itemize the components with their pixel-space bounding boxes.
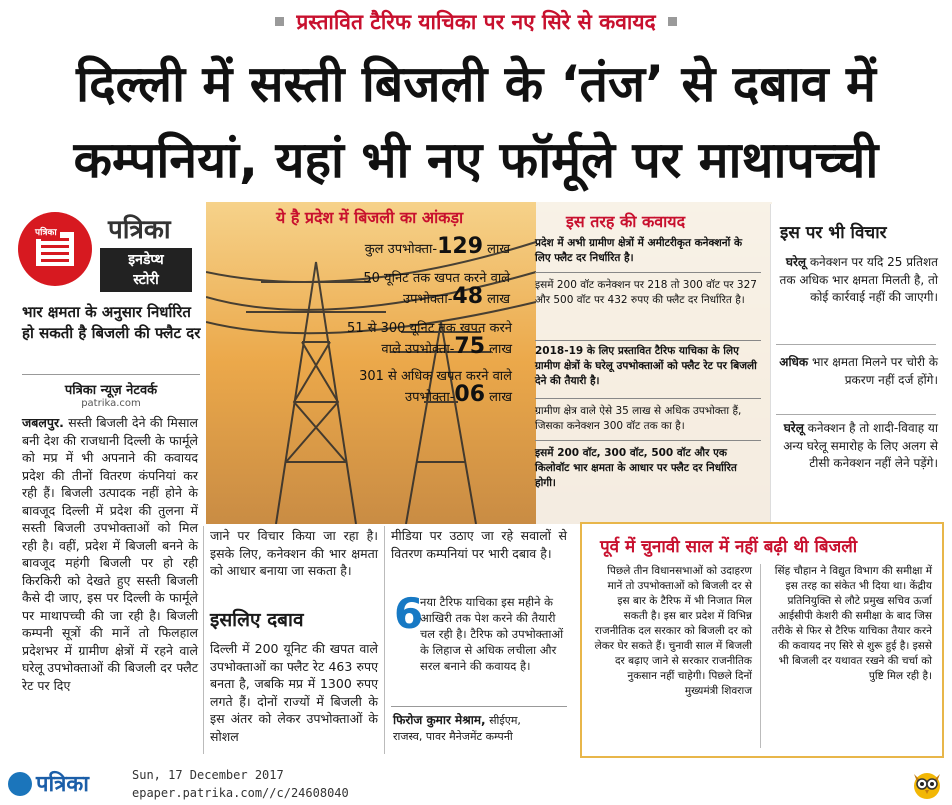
consider-text: कनेक्शन पर यदि 25 प्रतिशत तक अधिक भार क्षमता मिलती है, तो कोई कार्रवाई नहीं की जाएगी।: [779, 255, 938, 304]
epaper-link[interactable]: epaper.patrika.com//c/24608040: [132, 786, 349, 800]
exercise-para-3: 2018-19 के लिए प्रस्तावित टैरिफ याचिका के लिए ग्रामीण क्षेत्रों के घरेलू उपभोक्ताओं को फ्लैट रेट पर बिजली देने की तैयारी है।: [535, 345, 757, 387]
quote-icon: 6: [394, 589, 424, 638]
consider-text: कनेक्शन है तो शादी-विवाह या अन्य घरेलू समारोह के लिए अलग से टीसी कनेक्शन नहीं लेने पड़ेंगे।: [783, 421, 938, 470]
stat-301-plus: [348, 368, 512, 407]
exercise-para-4: ग्रामीण क्षेत्र वाले ऐसे 35 लाख से अधिक उपभोक्ता हैं, जिसका कनेक्शन 300 वॉट तक का है।: [535, 405, 742, 432]
consider-title: इस पर भी विचार: [780, 223, 887, 243]
stat-unit: लाख: [487, 292, 510, 307]
kicker-text: प्रस्तावित टैरिफ याचिका पर नए सिरे से कवायद: [296, 10, 656, 34]
owl-icon[interactable]: [912, 766, 942, 800]
headline-line-1: दिल्ली में सस्ती बिजली के ‘तंज’ से दबाव में: [76, 55, 876, 113]
logo-tag: पत्रिका: [32, 224, 60, 239]
story-tag-line-2: स्टोरी: [133, 272, 159, 288]
headline-line-2: कम्पनियां, यहां भी नए फॉर्मूले पर माथापच्ची: [73, 131, 879, 189]
stat-unit: लाख: [489, 390, 512, 405]
divider: [535, 272, 761, 273]
divider: [776, 414, 936, 415]
quote-author-name: फिरोज कुमार मेश्राम,: [393, 713, 486, 727]
quote-author-role: सीईएम,: [489, 714, 521, 727]
dateline-city: जबलपुर.: [22, 415, 64, 430]
infographic-title: ये है प्रदेश में बिजली का आंकड़ा: [276, 208, 464, 227]
stat-value: 129: [437, 234, 484, 259]
quote-text: नया टैरिफ याचिका इस महीने के आखिरी तक पेश करने की तैयारी चल रही है। टैरिफ को उपभोक्ताओं के लिहाज से अधिक लचीला और सरल बनाने की कवायद है।: [420, 595, 564, 673]
kicker-bullet-left: [275, 17, 284, 26]
stat-total: [340, 234, 510, 259]
article-body-left: [22, 414, 198, 694]
stat-label: कुल उपभोक्ता-: [364, 242, 438, 257]
stat-value: 06: [454, 382, 486, 407]
exercise-para-5: इसमें 200 वॉट, 300 वॉट, 500 वॉट और एक किलोवॉट भार क्षमता के आधार पर फ्लैट दर निर्धारित होगी।: [535, 447, 737, 489]
headline: [10, 46, 942, 198]
stat-label: 50 यूनिट तक खपत करने वाले उपभोक्ता-: [363, 271, 510, 307]
indepth-story-tag: [100, 248, 192, 292]
consider-para-3: [776, 420, 938, 473]
newspaper-icon: [18, 212, 92, 286]
article-body-mid-1: जाने पर विचार किया जा रहा है। इसके लिए, कनेक्शन की भार क्षमता को आधार बनाया जा सकता है।: [210, 528, 378, 578]
stat-value: 48: [452, 284, 484, 309]
stat-unit: लाख: [489, 342, 512, 357]
stat-label: 301 से अधिक खपत करने वाले उपभोक्ता-: [359, 369, 512, 405]
column-divider: [384, 526, 385, 754]
story-tag-line-1: इनडेप्थ: [128, 252, 164, 268]
divider: [535, 440, 761, 441]
stat-unit: लाख: [487, 242, 510, 257]
edition-date: Sun, 17 December 2017: [132, 768, 284, 782]
article-body-mid-2: मीडिया पर उठाए जा रहे सवालों से वितरण कम्पनियां पर भारी दबाव है।: [391, 528, 567, 561]
divider: [22, 374, 200, 375]
stat-50-units: [330, 270, 510, 309]
byline: पत्रिका न्यूज़ नेटवर्क: [64, 383, 158, 398]
byline-website: patrika.com: [81, 398, 141, 409]
exercise-para-2: इसमें 200 वॉट कनेक्शन पर 218 तो 300 वॉट पर 327 और 500 वॉट पर 432 रुपए की फ्लैट दर निर्धारित है।: [535, 279, 757, 306]
article-body-text: सस्ती बिजली देने की मिसाल बनी देश की राजधानी दिल्ली के फार्मूले को मप्र में भी अपनाने की कवायद प्रदेश की तीनों वितरण कंपनियां कर रही हैं। बिजली उत्पादक नहीं होने के बावजूद दिल्ली में प्रदेश की तुलना में सस्ती बिजली उपभोक्ताओं को मिल रही है। वहीं, प्रदेश में बिजली बनने के बावजूद महंगी बिजली पर हो रही किरकिरी को देखते हुए सस्ती बिजली कैसे दी जाए, इस पर दिल्ली के फार्मूले पर माथापच्ची की जा रही है। बिजली कम्पनी सूत्रों की मानें तो फिलहाल प्रदेशभर में ग्रामीण क्षेत्रों में रहने वाले घरेलू उपभोक्ताओं की बिजली दर फ्लैट रेट पर दिए: [22, 415, 198, 693]
kicker: [0, 8, 952, 36]
kicker-bullet-right: [668, 17, 677, 26]
election-title: पूर्व में चुनावी साल में नहीं बढ़ी थी बिजली: [600, 537, 858, 557]
exercise-title: इस तरह की कवायद: [566, 212, 686, 231]
divider: [535, 398, 761, 399]
column-divider: [203, 526, 204, 754]
consider-lead: घरेलू: [785, 255, 807, 269]
stat-value: 75: [454, 334, 486, 359]
divider: [535, 340, 761, 341]
patrika-logo: [18, 212, 106, 288]
exercise-para-1: प्रदेश में अभी ग्रामीण क्षेत्रों में अमीटरीकृत कनेक्शनों के लिए फ्लैट दर निर्धारित है।: [535, 237, 743, 264]
divider: [776, 344, 936, 345]
consider-lead: घरेलू: [783, 421, 804, 435]
story-summary: भार क्षमता के अनुसार निर्धारित हो सकती है बिजली की फ्लैट दर: [22, 303, 201, 342]
election-col-1: पिछले तीन विधानसभाओं को उदाहरण मानें तो उपभोक्ताओं को बिजली दर से इस बार के टैरिफ में भी निजात मिल सकती है। इस बार प्रदेश में विभिन्न राजनीतिक दल सरकार को बिजली दर को लेकर घेर सकते हैं। चुनावी साल में बिजली दर बढ़ाए जाने से सरकार राजनीतिक नुकसान नहीं चाहेगी। पिछले दिनों मुख्यमंत्री शिवराज: [594, 565, 752, 697]
article-body-mid-1b: दिल्ली में 200 यूनिट की खपत वाले उपभोक्ताओं का फ्लैट रेट 463 रुपए बनता है, जबकि मप्र में 1300 रुपए लगते हैं। दोनों राज्यों में बिजली के इस अंतर को लेकर उपभोक्ताओं के सोशल: [210, 641, 378, 744]
quote-attribution: [393, 712, 569, 745]
consider-text: भार क्षमता मिलने पर चोरी के प्रकरण नहीं दर्ज होंगे।: [808, 355, 938, 387]
patrika-footer-logo-icon[interactable]: [8, 772, 32, 796]
election-col-2: सिंह चौहान ने विद्युत विभाग की समीक्षा में इस तरह का संकेत भी दिया था। केंद्रीय प्रतिनियुक्ति से लौटे प्रमुख सचिव ऊर्जा आईसीपी केशरी की समीक्षा के बाद जिस तरीके से फिर से टैरिफ याचिका तैयार करने की कवायद नए सिरे से शुरू हुई है। इससे भी बिजली दर यथावत रखने की चर्चा को पुष्टि मिल रही है।: [771, 565, 932, 682]
stat-label: 51 से 300 यूनिट तक खपत करने वाले उपभोक्ता-: [347, 321, 512, 357]
divider: [391, 706, 567, 707]
stat-51-300-units: [326, 320, 512, 359]
consider-para-2: [776, 354, 938, 389]
subheading-pressure: इसलिए दबाव: [210, 609, 304, 631]
consider-lead: अधिक: [779, 355, 809, 369]
column-divider: [760, 564, 761, 748]
consider-para-1: [776, 254, 938, 307]
footer-brand[interactable]: पत्रिका: [36, 772, 89, 797]
brand-name: पत्रिका: [108, 215, 171, 245]
quote-author-org: राजस्व, पावर मैनेजमेंट कम्पनी: [393, 730, 513, 743]
